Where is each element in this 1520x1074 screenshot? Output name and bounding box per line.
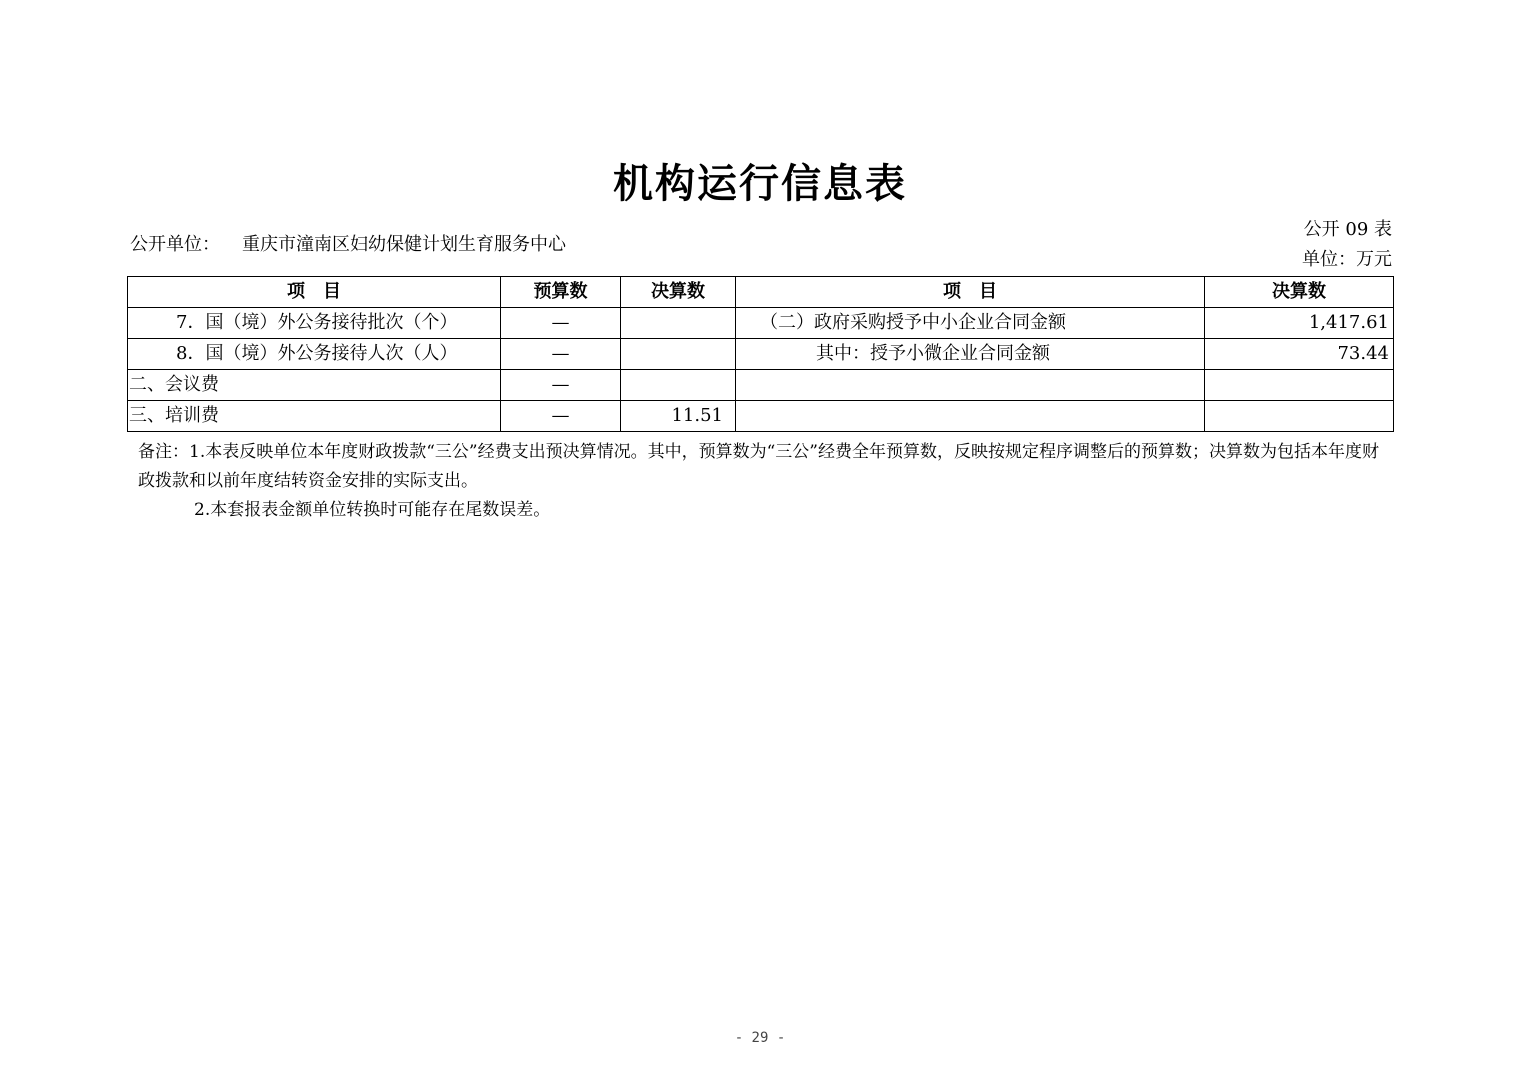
form-number: 公开 09 表 [1303, 219, 1392, 240]
table-row [128, 308, 1394, 339]
page-number: - 29 - [734, 1030, 786, 1046]
cell-item-right [736, 370, 1205, 401]
cell-final-right: 73.44 [1205, 339, 1394, 370]
cell-item-left: 二、会议费 [128, 370, 501, 401]
cell-item-right: 其中：授予小微企业合同金额 [736, 339, 1205, 370]
notes [138, 438, 1394, 525]
cell-final-left: 11.51 [621, 401, 736, 432]
org-label: 公开单位： [130, 234, 220, 255]
header-item-left: 项 目 [128, 277, 501, 308]
note-line-1: 备注：1.本表反映单位本年度财政拨款“三公”经费支出预决算情况。其中，预算数为“三公”经费全年预算数，反映按规定程序调整后的预算数；决算数为包括本年度财政拨款和以前年度结转资金安排的实际支出。 [138, 442, 1379, 491]
cell-budget: — [501, 401, 621, 432]
note-line-2: 2.本套报表金额单位转换时可能存在尾数误差。 [194, 500, 551, 520]
cell-item-right [736, 401, 1205, 432]
cell-final-right [1205, 401, 1394, 432]
org-line [130, 232, 566, 258]
table-header-row [128, 277, 1394, 308]
cell-final-left [621, 339, 736, 370]
header-item-right: 项 目 [736, 277, 1205, 308]
header-final-right: 决算数 [1205, 277, 1394, 308]
info-table [127, 276, 1394, 432]
cell-budget: — [501, 370, 621, 401]
cell-final-right: 1,417.61 [1205, 308, 1394, 339]
page-title: 机构运行信息表 [613, 160, 907, 207]
header-final-left: 决算数 [621, 277, 736, 308]
cell-item-left: 7．国（境）外公务接待批次（个） [128, 308, 501, 339]
cell-budget: — [501, 339, 621, 370]
cell-final-left [621, 308, 736, 339]
table-row [128, 339, 1394, 370]
header-budget: 预算数 [501, 277, 621, 308]
cell-final-left [621, 370, 736, 401]
cell-item-left: 8．国（境）外公务接待人次（人） [128, 339, 501, 370]
cell-item-left: 三、培训费 [128, 401, 501, 432]
org-name: 重庆市潼南区妇幼保健计划生育服务中心 [242, 234, 566, 255]
cell-final-right [1205, 370, 1394, 401]
cell-item-right: （二）政府采购授予中小企业合同金额 [736, 308, 1205, 339]
unit-label: 单位：万元 [1302, 249, 1392, 270]
cell-budget: — [501, 308, 621, 339]
table-row [128, 370, 1394, 401]
table-row [128, 401, 1394, 432]
